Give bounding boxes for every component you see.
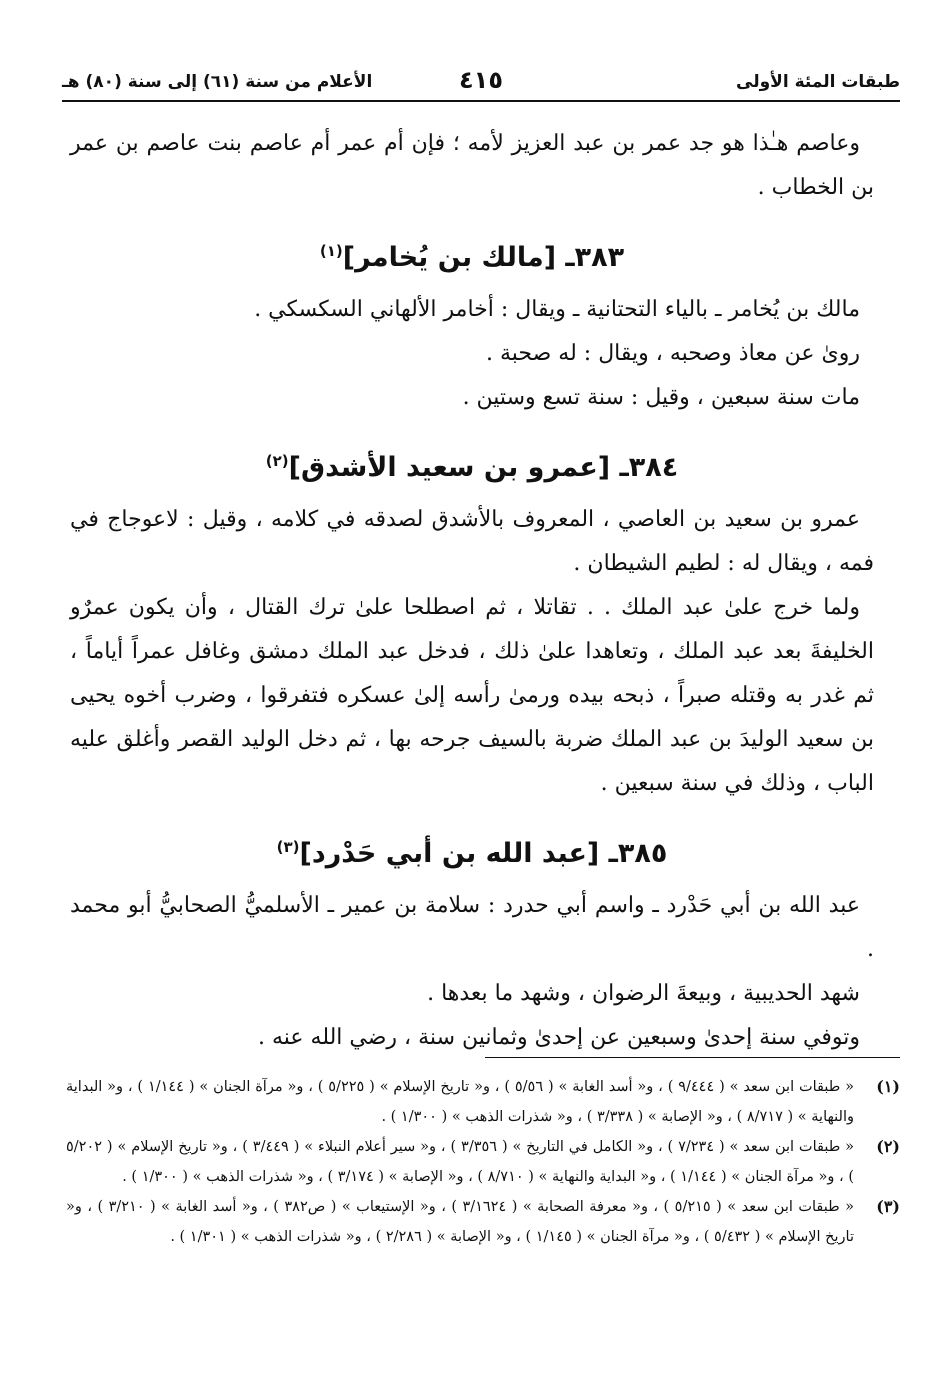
section-title: الأعلام من سنة (٦١) إلى سنة (٨٠) هـ	[62, 72, 373, 92]
footnote-number: (٢)	[876, 1137, 900, 1156]
running-header	[62, 62, 900, 96]
footnote-text: « طبقات ابن سعد » ( ٧/٢٣٤ ) ، و« الكامل في التاريخ » ( ٣/٣٥٦ ) ، و« سير أعلام النبلاء » ( ٣/٤٤٩ ) ، و« تاريخ الإسلام » ( ٥/٢٠٢ ) ، و« مرآة الجنان » ( ١/١٤٤ ) ، و« البداية والنهاية » ( ٨/٧١٠ ) ، و« الإصابة » ( ٣/١٧٤ ) ، و« شذرات الذهب » ( ١/٣٠٠ ) .	[66, 1139, 855, 1185]
entry-paragraph: ولما خرج علىٰ عبد الملك . . تقاتلا ، ثم اصطلحا علىٰ ترك القتال ، وأن يكون عمرٌو الخليفةَ بعد عبد الملك ، وتعاهدا علىٰ ذلك ، فدخل عبد الملك دمشق وغافل عمراً أياماً ، ثم غدر به وقتله صبراً ، ذبحه بيده ورمىٰ رأسه إلىٰ عسكره فتفرقوا ، وضرب أخوه يحيى بن سعيد الوليدَ بن عبد الملك ضربة بالسيف جرحه بها ، ثم دخل الوليد القصر وأغلق عليه الباب ، وذلك في سنة سبعين .	[70, 595, 874, 796]
entry-paragraph: عمرو بن سعيد بن العاصي ، المعروف بالأشدق لصدقه في كلامه ، وقيل : لاعوجاج في فمه ، ويقال له : لطيم الشيطان .	[70, 507, 874, 576]
footnote-ref: (٣)	[276, 838, 300, 856]
entry-paragraph: روىٰ عن معاذ وصحبه ، ويقال : له صحبة .	[486, 341, 860, 366]
footnotes	[66, 1072, 900, 1252]
entry-paragraph: وتوفي سنة إحدىٰ وسبعين عن إحدىٰ وثمانين سنة ، رضي الله عنه .	[257, 1025, 860, 1050]
footnote-text: « طبقات ابن سعد » ( ٥/٢١٥ ) ، و« معرفة الصحابة » ( ٣/١٦٢٤ ) ، و« الإستيعاب » ( ص٣٨٢ ) ، و« أسد الغابة » ( ٣/٢١٠ ) ، و« تاريخ الإسلام » ( ٥/٤٣٢ ) ، و« مرآة الجنان » ( ١/١٤٥ ) ، و« الإصابة » ( ٢/٢٨٦ ) ، و« شذرات الذهب » ( ١/٣٠١ ) .	[66, 1199, 854, 1245]
footnote-text: « طبقات ابن سعد » ( ٩/٤٤٤ ) ، و« أسد الغابة » ( ٥/٥٦ ) ، و« تاريخ الإسلام » ( ٥/٢٢٥ ) ، و« مرآة الجنان » ( ١/١٤٤ ) ، و« البداية والنهاية » ( ٨/٧١٧ ) ، و« الإصابة » ( ٣/٣٣٨ ) ، و« شذرات الذهب » ( ١/٣٠٠ ) .	[66, 1079, 855, 1125]
entry-title	[70, 446, 874, 490]
footnote-number: (١)	[876, 1077, 900, 1096]
entry-384	[70, 446, 874, 806]
footnote-2	[66, 1132, 900, 1192]
page-number: ٤١٥	[459, 66, 503, 94]
entry-383	[70, 236, 874, 420]
entry-paragraph: شهد الحديبية ، وبيعةَ الرضوان ، وشهد ما بعدها .	[427, 981, 860, 1006]
entry-385	[70, 832, 874, 1060]
entry-title-text: ٣٨٣ـ [مالك بن يُخامر]	[342, 242, 625, 273]
footnote-1	[66, 1072, 900, 1132]
entry-paragraph: مات سنة سبعين ، وقيل : سنة تسع وستين .	[462, 385, 860, 410]
footnote-number: (٣)	[876, 1197, 900, 1216]
entry-title	[70, 236, 874, 280]
footnote-rule	[485, 1057, 900, 1058]
book-title: طبقات المئة الأولى	[736, 72, 900, 92]
entry-title	[70, 832, 874, 876]
intro-paragraph: وعاصم هـٰذا هو جد عمر بن عبد العزيز لأمه ؛ فإن أم عمر أم عاصم بنت عاصم بن عمر بن الخطاب .	[70, 131, 874, 200]
footnote-ref: (٢)	[265, 452, 289, 470]
footnote-ref: (١)	[319, 242, 343, 260]
entry-title-text: ٣٨٥ـ [عبد الله بن أبي حَدْرد]	[299, 838, 668, 869]
footnote-3	[66, 1192, 900, 1252]
entry-paragraph: عبد الله بن أبي حَدْرد ـ واسم أبي حدرد : سلامة بن عمير ـ الأسلميُّ الصحابيُّ أبو محمد .	[70, 893, 874, 962]
entry-title-text: ٣٨٤ـ [عمرو بن سعيد الأشدق]	[288, 452, 679, 483]
entry-paragraph: مالك بن يُخامر ـ بالياء التحتانية ـ ويقال : أخامر الألهاني السكسكي .	[254, 297, 860, 322]
main-text	[70, 122, 874, 1060]
header-rule	[62, 100, 900, 102]
